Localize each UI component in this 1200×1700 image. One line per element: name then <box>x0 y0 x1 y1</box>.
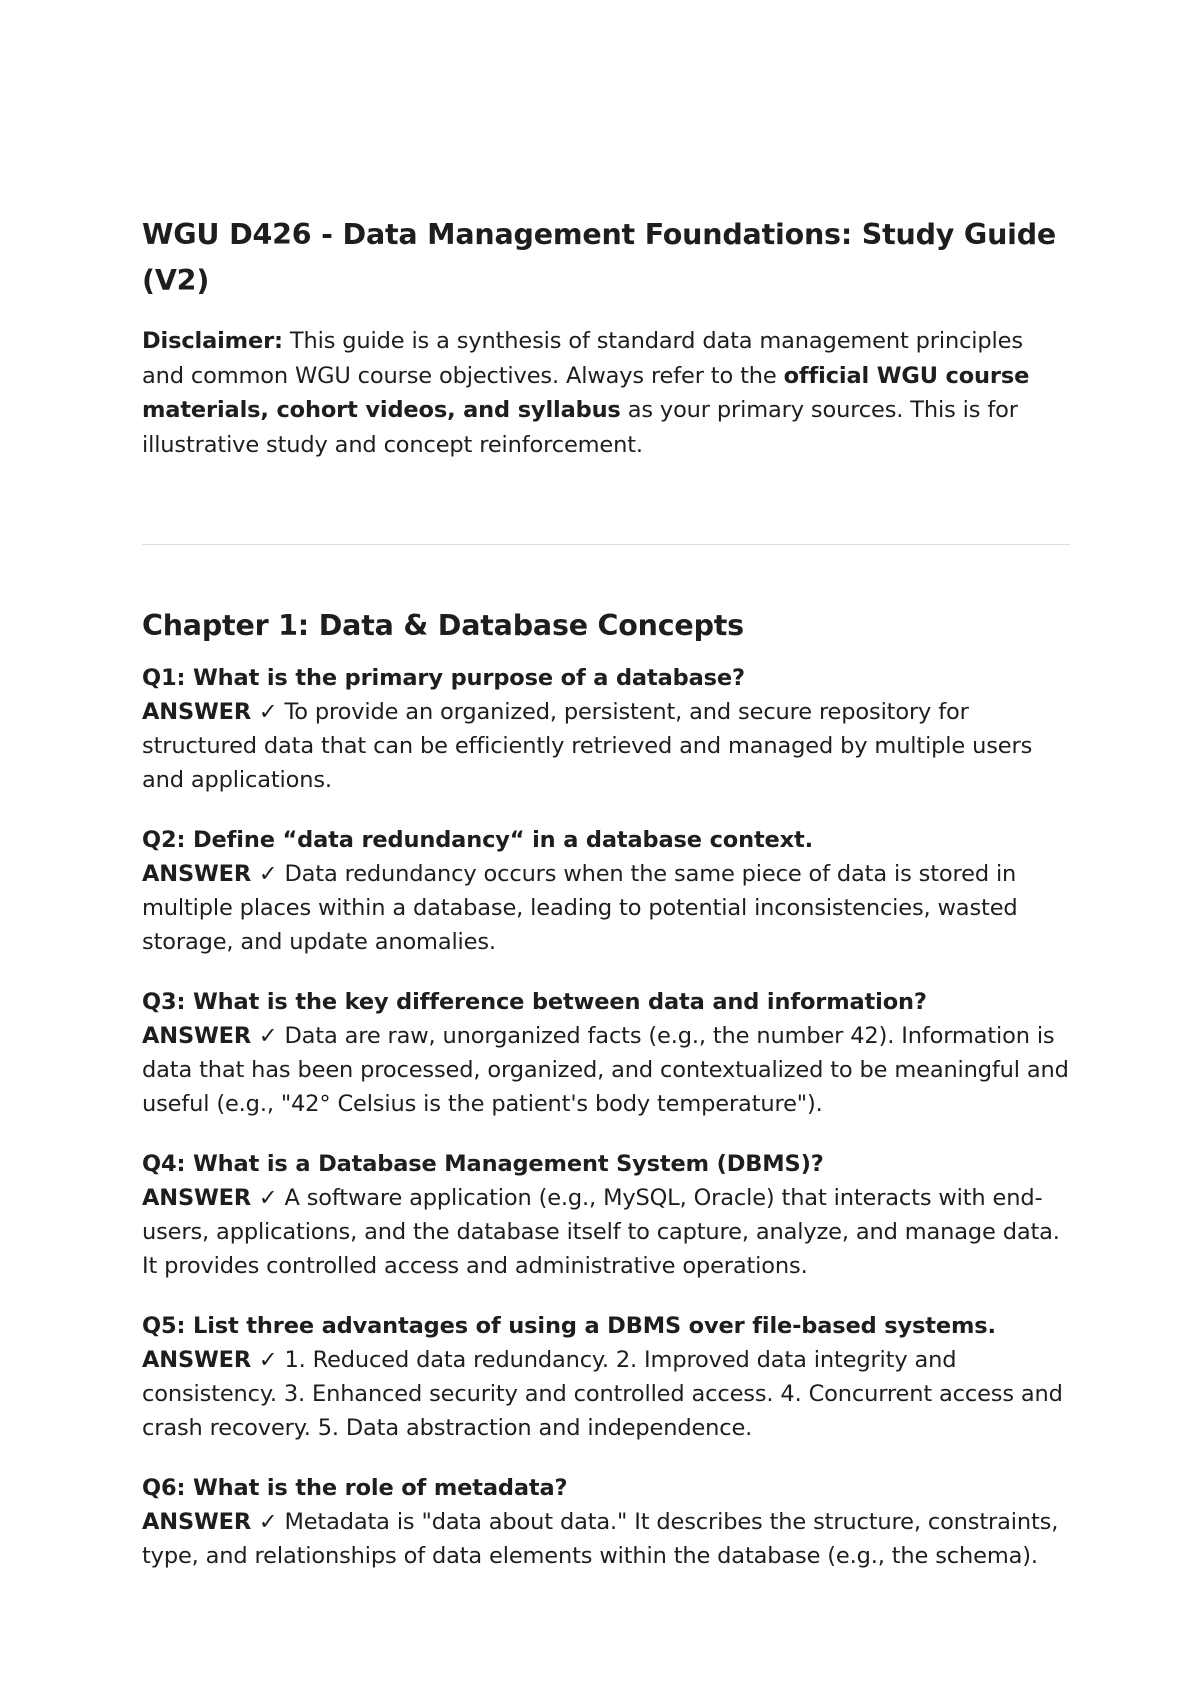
answer-label: ANSWER ✓ <box>142 1347 278 1373</box>
answer-1 <box>142 695 1070 797</box>
disclaimer-text-2: as your primary sources. This is for illustrative study and concept reinforcement. <box>142 397 1018 458</box>
qa-item-2 <box>142 823 1070 959</box>
disclaimer-bold-text: official WGU course materials, cohort videos, and syllabus <box>142 362 1030 423</box>
answer-text: A software application (e.g., MySQL, Oracle) that interacts with end-users, applications, and the database itself to capture, analyze, and manage data. It provides controlled access and administrative operations. <box>142 1185 1060 1279</box>
answer-label: ANSWER ✓ <box>142 861 278 887</box>
question-2: Q2: Define “data redundancy“ in a database context. <box>142 827 814 853</box>
question-3: Q3: What is the key difference between data and information? <box>142 989 927 1015</box>
section-divider <box>142 544 1070 545</box>
answer-3 <box>142 1019 1070 1121</box>
disclaimer-label: Disclaimer: <box>142 328 283 354</box>
question-6: Q6: What is the role of metadata? <box>142 1475 568 1501</box>
answer-text: 1. Reduced data redundancy. 2. Improved data integrity and consistency. 3. Enhanced security and controlled access. 4. Concurrent access and crash recovery. 5. Data abstraction and independence. <box>142 1347 1063 1441</box>
answer-2 <box>142 857 1070 959</box>
answer-text: Metadata is "data about data." It describes the structure, constraints, type, and relationships of data elements within the database (e.g., the schema). <box>142 1509 1059 1569</box>
answer-6 <box>142 1505 1070 1573</box>
document-title: WGU D426 - Data Management Foundations: Study Guide (V2) <box>142 218 1057 297</box>
question-5: Q5: List three advantages of using a DBMS over file-based systems. <box>142 1313 996 1339</box>
answer-label: ANSWER ✓ <box>142 699 278 725</box>
answer-text: To provide an organized, persistent, and secure repository for structured data that can be efficiently retrieved and managed by multiple users and applications. <box>142 699 1033 793</box>
qa-item-6 <box>142 1471 1070 1573</box>
question-4: Q4: What is a Database Management System (DBMS)? <box>142 1151 824 1177</box>
answer-5 <box>142 1343 1070 1445</box>
disclaimer-text-1: This guide is a synthesis of standard data management principles and common WGU course objectives. Always refer to the <box>142 328 1023 389</box>
qa-item-1 <box>142 661 1070 797</box>
answer-label: ANSWER ✓ <box>142 1509 278 1535</box>
question-1: Q1: What is the primary purpose of a database? <box>142 665 745 691</box>
chapter-title: Chapter 1: Data & Database Concepts <box>142 609 744 642</box>
answer-label: ANSWER ✓ <box>142 1023 278 1049</box>
answer-text: Data are raw, unorganized facts (e.g., the number 42). Information is data that has been processed, organized, and contextualized to be meaningful and useful (e.g., "42° Celsius is the patient's body temperature"). <box>142 1023 1069 1117</box>
disclaimer-paragraph <box>142 324 1070 462</box>
answer-label: ANSWER ✓ <box>142 1185 278 1211</box>
answer-4 <box>142 1181 1070 1283</box>
qa-item-3 <box>142 985 1070 1121</box>
qa-item-4 <box>142 1147 1070 1283</box>
answer-text: Data redundancy occurs when the same piece of data is stored in multiple places within a database, leading to potential inconsistencies, wasted storage, and update anomalies. <box>142 861 1018 955</box>
qa-item-5 <box>142 1309 1070 1445</box>
document-page <box>142 212 1070 1599</box>
qa-list <box>142 661 1070 1573</box>
